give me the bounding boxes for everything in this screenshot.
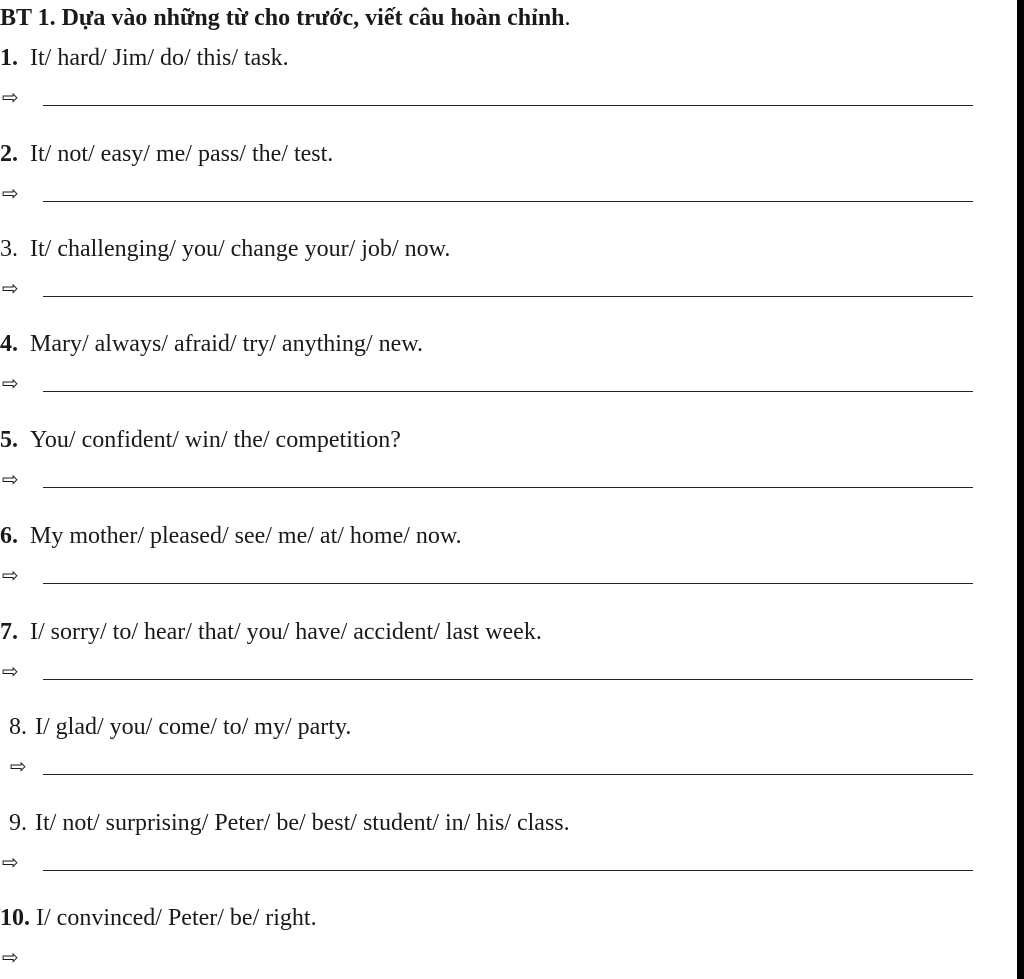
answer-line[interactable]	[43, 774, 973, 775]
question-number: 3.	[0, 236, 18, 262]
question-text: I/ convinced/ Peter/ be/ right.	[36, 905, 317, 931]
exercise-item-10	[0, 902, 1010, 979]
answer-line[interactable]	[43, 870, 973, 871]
answer-line[interactable]	[43, 487, 973, 488]
question-text: My mother/ pleased/ see/ me/ at/ home/ now.	[30, 523, 462, 549]
question-line	[0, 233, 450, 265]
question-line	[0, 520, 462, 552]
question-text: It/ not/ easy/ me/ pass/ the/ test.	[30, 141, 334, 167]
question-text: I/ sorry/ to/ hear/ that/ you/ have/ accident/ last week.	[30, 619, 542, 645]
answer-line[interactable]	[43, 201, 973, 202]
question-line	[9, 807, 570, 839]
question-text: It/ hard/ Jim/ do/ this/ task.	[30, 45, 289, 71]
question-line	[0, 138, 333, 170]
question-text: Mary/ always/ afraid/ try/ anything/ new.	[30, 331, 423, 357]
exercise-item-6	[0, 520, 1010, 616]
question-number: 7.	[0, 619, 18, 645]
exercise-title: BT 1. Dựa vào những từ cho trước, viết câu hoàn chỉnh	[0, 5, 565, 31]
exercise-heading	[0, 2, 571, 34]
exercise-item-4	[0, 328, 1010, 424]
arrow-icon: ⇨	[2, 181, 19, 205]
question-number: 10.	[0, 905, 30, 931]
answer-line[interactable]	[43, 583, 973, 584]
question-line	[0, 424, 401, 456]
exercise-item-2	[0, 138, 1010, 234]
exercise-item-3	[0, 233, 1010, 329]
question-line	[0, 902, 317, 934]
arrow-icon: ⇨	[2, 276, 19, 300]
exercise-item-7	[0, 616, 1010, 712]
question-text: It/ not/ surprising/ Peter/ be/ best/ student/ in/ his/ class.	[35, 810, 570, 836]
question-number: 2.	[0, 141, 18, 167]
question-text: I/ glad/ you/ come/ to/ my/ party.	[35, 714, 352, 740]
answer-line[interactable]	[43, 105, 973, 106]
exercise-title-period: .	[564, 5, 571, 31]
question-number: 8.	[9, 714, 27, 740]
arrow-icon: ⇨	[10, 754, 27, 778]
question-number: 4.	[0, 331, 18, 357]
answer-line[interactable]	[43, 679, 973, 680]
answer-line[interactable]	[43, 391, 973, 392]
exercise-item-9	[0, 807, 1010, 903]
arrow-icon: ⇨	[2, 467, 19, 491]
exercise-item-8	[0, 711, 1010, 807]
arrow-icon: ⇨	[2, 850, 19, 874]
arrow-icon: ⇨	[2, 659, 19, 683]
exercise-item-5	[0, 424, 1010, 520]
question-number: 1.	[0, 45, 18, 71]
arrow-icon: ⇨	[2, 563, 19, 587]
arrow-icon: ⇨	[2, 371, 19, 395]
question-text: You/ confident/ win/ the/ competition?	[30, 427, 401, 453]
question-line	[0, 616, 542, 648]
exercise-item-1	[0, 42, 1010, 138]
answer-line[interactable]	[43, 296, 973, 297]
page-right-border	[1017, 0, 1024, 979]
question-number: 9.	[9, 810, 27, 836]
question-line	[0, 328, 423, 360]
arrow-icon: ⇨	[2, 85, 19, 109]
question-line	[0, 42, 289, 74]
question-line	[9, 711, 351, 743]
question-text: It/ challenging/ you/ change your/ job/ now.	[30, 236, 451, 262]
question-number: 6.	[0, 523, 18, 549]
question-number: 5.	[0, 427, 18, 453]
arrow-icon: ⇨	[2, 945, 19, 969]
